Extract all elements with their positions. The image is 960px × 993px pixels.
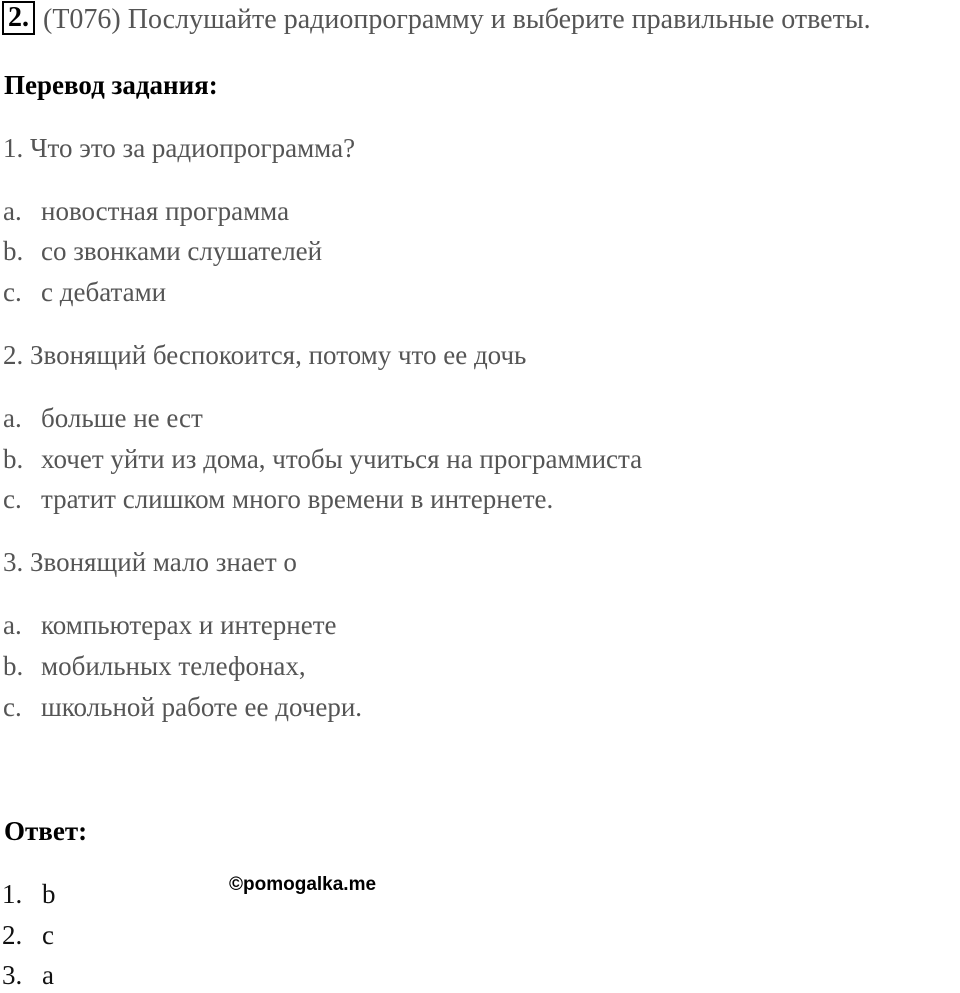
answer-2 <box>2 917 54 953</box>
option-letter: a. <box>3 610 22 640</box>
option-text: с дебатами <box>41 277 167 307</box>
option-letter: b. <box>3 651 24 681</box>
option-letter: c. <box>3 692 22 722</box>
answer-value: c <box>42 920 54 950</box>
option-letter: c. <box>3 277 22 307</box>
question-1-option-b <box>3 233 322 269</box>
answer-number: 2. <box>2 920 23 950</box>
question-2-option-b <box>3 441 642 477</box>
option-letter: a. <box>3 403 22 433</box>
option-letter: b. <box>3 444 24 474</box>
option-letter: c. <box>3 484 22 514</box>
option-letter: a. <box>3 196 22 226</box>
answer-heading: Ответ: <box>4 816 88 846</box>
question-1-option-a <box>3 193 289 229</box>
answer-1 <box>2 876 56 912</box>
task-text: (T076) Послушайте радиопрограмму и выберите правильные ответы. <box>43 4 871 35</box>
answer-3 <box>2 957 54 993</box>
question-2-option-a <box>3 400 203 436</box>
question-1: 1. Что это за радиопрограмма? <box>3 133 356 163</box>
answer-value: a <box>42 960 54 990</box>
question-3: 3. Звонящий мало знает о <box>3 547 297 577</box>
answer-number: 3. <box>2 960 23 990</box>
option-text: хочет уйти из дома, чтобы учиться на программиста <box>41 444 643 474</box>
question-1-option-c <box>3 274 166 310</box>
task-line <box>2 0 871 40</box>
task-number-box: 2. <box>2 1 35 35</box>
question-2-option-c <box>3 481 553 517</box>
question-3-option-c <box>3 689 362 725</box>
question-2: 2. Звонящий беспокоится, потому что ее дочь <box>3 340 527 370</box>
watermark: ©pomogalka.me <box>229 874 377 895</box>
option-text: школьной работе ее дочери. <box>41 692 363 722</box>
option-text: компьютерах и интернете <box>41 610 337 640</box>
question-3-option-a <box>3 607 337 643</box>
translation-heading: Перевод задания: <box>4 70 218 100</box>
option-text: новостная программа <box>41 196 290 226</box>
option-letter: b. <box>3 236 24 266</box>
option-text: больше не ест <box>41 403 203 433</box>
option-text: тратит слишком много времени в интернете. <box>41 484 554 514</box>
answer-value: b <box>42 879 56 909</box>
option-text: мобильных телефонах, <box>41 651 306 681</box>
answer-number: 1. <box>2 879 23 909</box>
option-text: со звонками слушателей <box>41 236 323 266</box>
question-3-option-b <box>3 648 306 684</box>
